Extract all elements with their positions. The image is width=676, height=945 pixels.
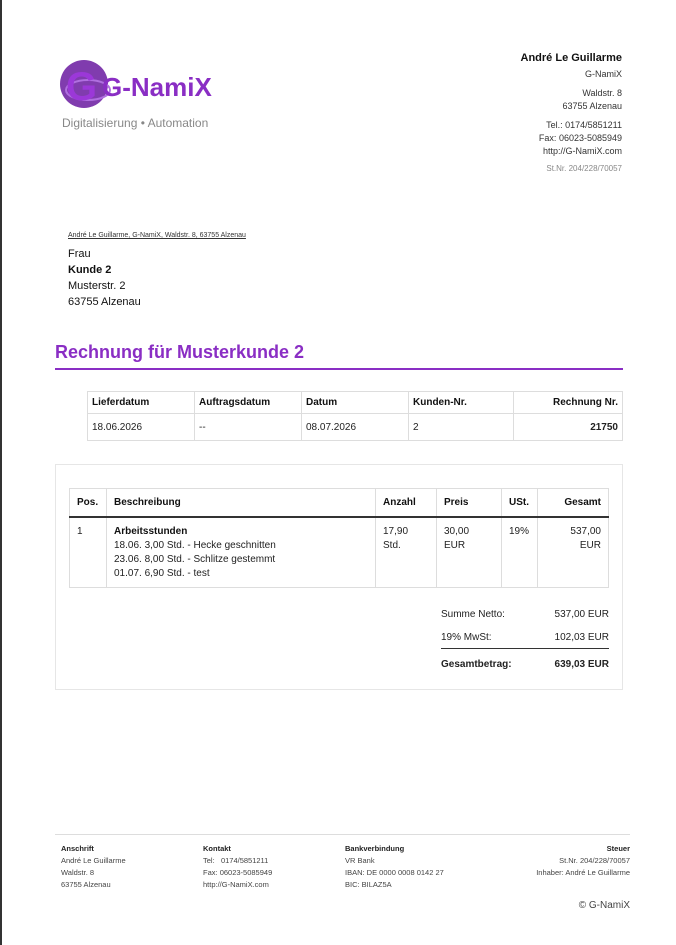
footer-owner: Inhaber: André Le Guillarme <box>536 868 630 877</box>
items-header-pos: Pos. <box>70 489 107 517</box>
net-total-row <box>441 603 609 626</box>
item-line: 23.06. 8,00 Std. - Schlitze gestemmt <box>114 553 276 565</box>
order-date: -- <box>195 414 302 441</box>
recipient-street: Musterstr. 2 <box>68 280 126 292</box>
invoice-title: Rechnung für Musterkunde 2 <box>55 342 305 362</box>
footer-address-street: Waldstr. 8 <box>61 868 95 877</box>
footer-address <box>61 843 126 891</box>
footer-tax-heading: Steuer <box>606 844 630 853</box>
footer-address-name: André Le Guillarme <box>61 856 126 865</box>
item-price-value: 30,00 <box>444 525 470 537</box>
page-left-border <box>0 0 2 945</box>
net-total-label: Summe Netto: <box>441 609 505 620</box>
invoice-number: 21750 <box>514 414 623 441</box>
footer-taxno-value: 204/228/70057 <box>579 856 630 865</box>
item-title: Arbeitsstunden <box>114 525 188 537</box>
info-header-order-date: Auftragsdatum <box>195 392 302 414</box>
footer-divider <box>55 834 630 835</box>
company-logo <box>58 54 228 114</box>
item-vat: 19% <box>502 517 538 588</box>
sender-name: André Le Guillarme <box>520 52 622 64</box>
footer-bank <box>345 843 444 891</box>
footer-fax: Fax: 06023-5085949 <box>203 868 273 877</box>
recipient-name: Kunde 2 <box>68 264 112 276</box>
items-header-row <box>70 489 609 517</box>
item-quantity <box>376 517 437 588</box>
info-header-delivery-date: Lieferdatum <box>88 392 195 414</box>
item-total-currency: EUR <box>579 539 601 551</box>
footer-fax-value: 06023-5085949 <box>219 868 273 877</box>
footer-bank-name: VR Bank <box>345 856 375 865</box>
footer-address-heading: Anschrift <box>61 844 94 853</box>
table-row <box>70 517 609 588</box>
info-header-invoice-no: Rechnung Nr. <box>514 392 623 414</box>
invoice-info-table <box>87 391 623 441</box>
footer-tel: Tel: 0174/5851211 <box>203 856 269 865</box>
footer-web-link[interactable]: http://G-NamiX.com <box>203 880 269 889</box>
line-items-table <box>69 488 609 588</box>
items-header-description: Beschreibung <box>107 489 376 517</box>
recipient-city: 63755 Alzenau <box>68 296 141 308</box>
invoice-date: 08.07.2026 <box>302 414 409 441</box>
item-line: 01.07. 6,90 Std. - test <box>114 567 210 579</box>
item-price-currency: EUR <box>444 539 466 551</box>
items-header-quantity: Anzahl <box>376 489 437 517</box>
totals-block <box>441 603 609 676</box>
items-header-total: Gesamt <box>538 489 609 517</box>
item-pos: 1 <box>70 517 107 588</box>
footer-tax <box>536 843 630 879</box>
sender-block <box>521 52 622 175</box>
footer-taxno: St.Nr. 204/228/70057 <box>559 856 630 865</box>
item-total <box>538 517 609 588</box>
copyright: © G-NamiX <box>578 900 630 911</box>
logo-tagline: Digitalisierung • Automation <box>62 116 209 130</box>
sender-fax-value: 06023-5085949 <box>558 133 622 143</box>
footer-contact <box>203 843 272 891</box>
footer-contact-heading: Kontakt <box>203 844 231 853</box>
recipient-salutation: Frau <box>68 248 91 260</box>
item-qty-unit: Std. <box>383 539 401 551</box>
vat-total-label: 19% MwSt: <box>441 631 492 643</box>
recipient-address <box>68 246 141 310</box>
grand-total-value: 639,03 EUR <box>554 659 609 670</box>
logo-wordmark: G-NamiX <box>102 72 212 102</box>
footer-address-city: 63755 Alzenau <box>61 880 111 889</box>
sender-company: G-NamiX <box>584 69 622 79</box>
grand-total-row <box>441 653 609 676</box>
sender-fax: Fax: 06023-5085949 <box>538 133 622 143</box>
info-header-date: Datum <box>302 392 409 414</box>
info-header-row <box>88 392 623 414</box>
sender-tel-value: 0174/5851211 <box>565 120 622 130</box>
vat-total-value: 102,03 EUR <box>554 631 609 643</box>
vat-total-row <box>441 626 609 649</box>
sender-street: Waldstr. 8 <box>582 88 622 98</box>
info-value-row <box>88 414 623 441</box>
title-divider <box>55 368 623 370</box>
footer-iban: IBAN: DE 0000 0008 0142 27 <box>345 868 444 877</box>
delivery-date: 18.06.2026 <box>88 414 195 441</box>
sender-taxno-value: 204/228/70057 <box>568 164 622 173</box>
item-qty-value: 17,90 <box>383 525 409 537</box>
sender-tel: Tel.: 0174/5851211 <box>546 120 622 130</box>
grand-total-label: Gesamtbetrag: <box>441 659 512 670</box>
sender-city: 63755 Alzenau <box>562 101 622 111</box>
info-header-customer-no: Kunden-Nr. <box>409 392 514 414</box>
sender-web[interactable]: http://G-NamiX.com <box>542 146 622 156</box>
item-description <box>107 517 376 588</box>
footer-bank-heading: Bankverbindung <box>345 844 405 853</box>
items-header-vat: USt. <box>502 489 538 517</box>
customer-number: 2 <box>409 414 514 441</box>
net-total-value: 537,00 EUR <box>554 609 609 620</box>
item-price <box>437 517 502 588</box>
return-address-line: André Le Guillarme, G-NamiX, Waldstr. 8, 63755 Alzenau <box>68 232 246 239</box>
items-header-price: Preis <box>437 489 502 517</box>
item-total-value: 537,00 <box>570 525 601 537</box>
sender-taxno: St.Nr. 204/228/70057 <box>546 164 622 173</box>
item-line: 18.06. 3,00 Std. - Hecke geschnitten <box>114 539 276 551</box>
footer-bic: BIC: BILAZ5A <box>345 880 392 889</box>
svg-text:G: G <box>66 65 98 109</box>
footer-tel-value: 0174/5851211 <box>220 856 269 865</box>
